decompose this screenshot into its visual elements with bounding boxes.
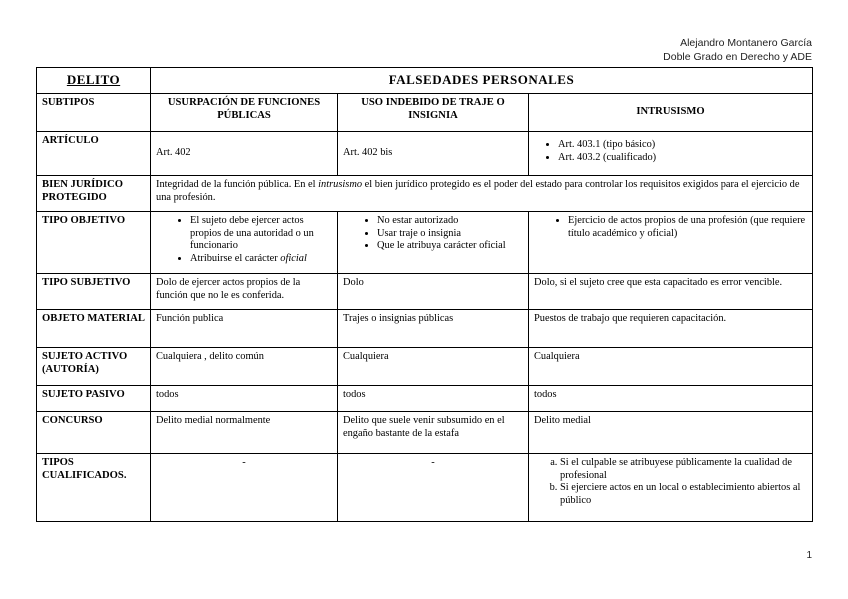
sujeto-pasivo-row bbox=[37, 386, 813, 412]
tipos-cualificados-uso-indebido: - bbox=[338, 454, 529, 522]
tipos-cualificados-row bbox=[37, 454, 813, 522]
tipo-objetivo-uso-indebido bbox=[338, 212, 529, 274]
tipo-subjetivo-intrusismo: Dolo, si el sujeto cree que esta capacitado es error vencible. bbox=[529, 274, 813, 310]
objeto-material-intrusismo: Puestos de trabajo que requieren capacitación. bbox=[529, 310, 813, 348]
page-header bbox=[663, 36, 812, 64]
concurso-uso-indebido: Delito que suele venir subsumido en el engaño bastante de la estafa bbox=[338, 412, 529, 454]
list-item: • Art. 403.2 (cualificado) bbox=[558, 152, 807, 165]
articulo-uso-indebido: Art. 402 bis bbox=[338, 132, 529, 176]
objeto-material-label: OBJETO MATERIAL bbox=[37, 310, 151, 348]
sujeto-activo-label: SUJETO ACTIVO (AUTORÍA) bbox=[37, 348, 151, 386]
objeto-material-usurpacion: Función publica bbox=[151, 310, 338, 348]
list-item: b. Si ejerciere actos en un local o establecimiento abiertos al público bbox=[560, 482, 807, 507]
list-item: • Que le atribuya carácter oficial bbox=[377, 240, 523, 253]
table-title: FALSEDADES PERSONALES bbox=[151, 68, 813, 94]
concurso-usurpacion: Delito medial normalmente bbox=[151, 412, 338, 454]
list-item: • No estar autorizado bbox=[377, 215, 523, 228]
concurso-intrusismo: Delito medial bbox=[529, 412, 813, 454]
subtipo-usurpacion: USURPACIÓN DE FUNCIONES PÚBLICAS bbox=[151, 94, 338, 132]
tipo-subjetivo-usurpacion: Dolo de ejercer actos propios de la función que no le es conferida. bbox=[151, 274, 338, 310]
sujeto-pasivo-intrusismo: todos bbox=[529, 386, 813, 412]
bien-juridico-label: BIEN JURÍDICO PROTEGIDO bbox=[37, 176, 151, 212]
tipo-subjetivo-label: TIPO SUBJETIVO bbox=[37, 274, 151, 310]
program-name: Doble Grado en Derecho y ADE bbox=[663, 51, 812, 63]
subtipo-uso-indebido: USO INDEBIDO DE TRAJE O INSIGNIA bbox=[338, 94, 529, 132]
tipo-subjetivo-row bbox=[37, 274, 813, 310]
title-row bbox=[37, 68, 813, 94]
author-name: Alejandro Montanero García bbox=[680, 37, 812, 49]
tipos-cualificados-usurpacion: - bbox=[151, 454, 338, 522]
subtipo-intrusismo: INTRUSISMO bbox=[529, 94, 813, 132]
articulo-intrusismo bbox=[529, 132, 813, 176]
page-number: 1 bbox=[806, 550, 812, 561]
bien-juridico-text: Integridad de la función pública. En el intrusismo el bien jurídico protegido es el poder del estado para controlar los requisitos exigidos para el ejercicio de una profesión. bbox=[151, 176, 813, 212]
list-item: a. Si el culpable se atribuyese públicamente la cualidad de profesional bbox=[560, 457, 807, 482]
list-item: • Atribuirse el carácter oficial bbox=[190, 253, 332, 266]
articulo-row bbox=[37, 132, 813, 176]
concurso-label: CONCURSO bbox=[37, 412, 151, 454]
tipos-cualificados-intrusismo bbox=[529, 454, 813, 522]
list-item: • Art. 403.1 (tipo básico) bbox=[558, 139, 807, 152]
sujeto-activo-usurpacion: Cualquiera , delito común bbox=[151, 348, 338, 386]
sujeto-pasivo-uso-indebido: todos bbox=[338, 386, 529, 412]
list-item: • El sujeto debe ejercer actos propios de una autoridad o un funcionario bbox=[190, 215, 332, 253]
bien-juridico-row bbox=[37, 176, 813, 212]
tipo-subjetivo-uso-indebido: Dolo bbox=[338, 274, 529, 310]
articulo-usurpacion: Art. 402 bbox=[151, 132, 338, 176]
tipo-objetivo-row bbox=[37, 212, 813, 274]
sujeto-pasivo-usurpacion: todos bbox=[151, 386, 338, 412]
concurso-row bbox=[37, 412, 813, 454]
objeto-material-uso-indebido: Trajes o insignias públicas bbox=[338, 310, 529, 348]
subtipos-label: SUBTIPOS bbox=[37, 94, 151, 132]
falsedades-table bbox=[36, 67, 813, 522]
tipo-objetivo-intrusismo bbox=[529, 212, 813, 274]
sujeto-activo-intrusismo: Cualquiera bbox=[529, 348, 813, 386]
sujeto-activo-row bbox=[37, 348, 813, 386]
objeto-material-row bbox=[37, 310, 813, 348]
tipos-cualificados-label: TIPOS CUALIFICADOS. bbox=[37, 454, 151, 522]
tipo-objetivo-label: TIPO OBJETIVO bbox=[37, 212, 151, 274]
subtipos-row bbox=[37, 94, 813, 132]
delito-header: DELITO bbox=[37, 68, 151, 94]
tipo-objetivo-usurpacion bbox=[151, 212, 338, 274]
articulo-label: ARTÍCULO bbox=[37, 132, 151, 176]
sujeto-pasivo-label: SUJETO PASIVO bbox=[37, 386, 151, 412]
list-item: • Usar traje o insignia bbox=[377, 228, 523, 241]
list-item: • Ejercicio de actos propios de una profesión (que requiere título académico y oficial) bbox=[568, 215, 807, 240]
sujeto-activo-uso-indebido: Cualquiera bbox=[338, 348, 529, 386]
